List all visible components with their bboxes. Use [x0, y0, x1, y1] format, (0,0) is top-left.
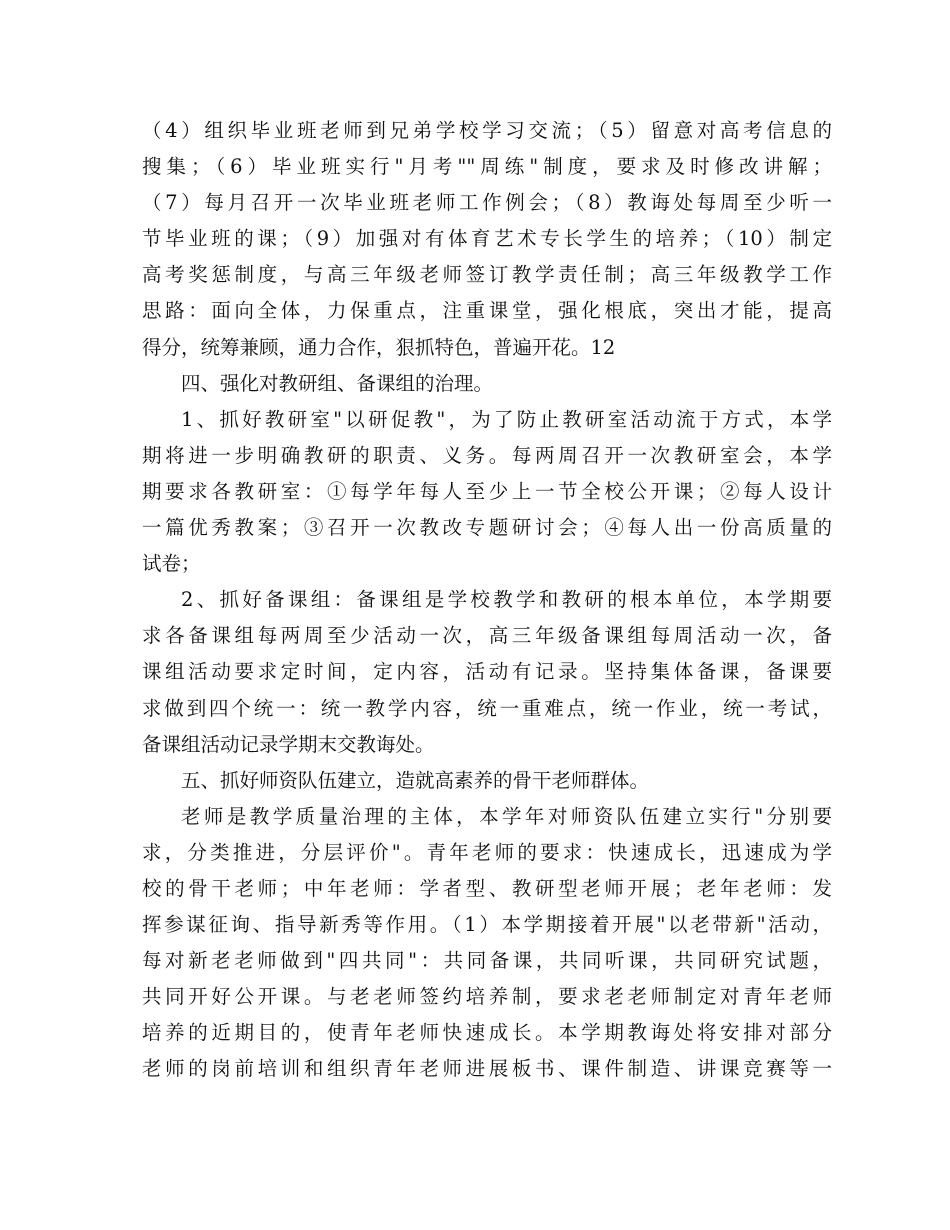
text-line: 培养的近期目的，使青年老师快速成长。本学期教诲处将安排对部分: [142, 1021, 832, 1045]
section-heading: 四、强化对教研组、备课组的治理。: [181, 371, 494, 395]
text-line: 1、抓好教研室"以研促教"，为了防止教研室活动流于方式，本学: [181, 407, 832, 431]
text-line: 期将进一步明确教研的职责、义务。每两周召开一次教研室会，本学: [142, 443, 832, 467]
text-line: 备课组活动记录学期末交教诲处。: [142, 732, 435, 756]
text-line: 校的骨干老师；中年老师：学者型、教研型老师开展；老年老师：发: [142, 876, 832, 900]
text-line: 求各备课组每两周至少活动一次，高三年级备课组每周活动一次，备: [142, 624, 832, 648]
text-line: 共同开好公开课。与老老师签约培养制，要求老老师制定对青年老师: [142, 985, 832, 1009]
text-line: （7）每月召开一次毕业班老师工作例会；（8）教诲处每周至少听一: [142, 191, 832, 215]
section-heading-five: [142, 763, 832, 799]
paragraph-item-2-lesson-groups: [142, 582, 832, 762]
text-line: 课组活动要求定时间，定内容，活动有记录。坚持集体备课，备课要: [142, 660, 832, 684]
text-line: 思路：面向全体，力保重点，注重课堂，强化根底，突出才能，提高: [142, 299, 832, 323]
section-heading: 五、抓好师资队伍建立，造就高素养的骨干老师群体。: [181, 768, 650, 792]
text-line: 求做到四个统一：统一教学内容，统一重难点，统一作业，统一考试，: [142, 696, 832, 720]
text-line: 节毕业班的课；（9）加强对有体育艺术专长学生的培养；（10）制定: [142, 227, 832, 251]
text-line: （4）组织毕业班老师到兄弟学校学习交流；（5）留意对高考信息的: [142, 119, 832, 142]
text-line: 2、抓好备课组：备课组是学校教学和教研的根本单位，本学期要: [181, 588, 832, 612]
text-line: 老师的岗前培训和组织青年老师进展板书、课件制造、讲课竞赛等一: [142, 1057, 832, 1081]
text-line: 搜集；（6）毕业班实行"月考""周练"制度，要求及时修改讲解；: [142, 155, 832, 179]
paragraph-graduating-class-measures: [142, 113, 832, 366]
text-line: 高考奖惩制度，与高三年级老师签订教学责任制；高三年级教学工作: [142, 263, 832, 287]
paragraph-teacher-development: [142, 799, 832, 1088]
text-line: 每对新老老师做到"四共同"：共同备课，共同听课，共同研究试题，: [142, 949, 832, 973]
document-body: [142, 113, 832, 1088]
text-line: 老师是教学质量治理的主体，本学年对师资队伍建立实行"分别要: [181, 804, 832, 828]
text-line: 试卷；: [142, 552, 201, 576]
text-line: 求，分类推进，分层评价"。青年老师的要求：快速成长，迅速成为学: [142, 840, 832, 864]
text-line: 挥参谋征询、指导新秀等作用。（1）本学期接着开展"以老带新"活动，: [142, 913, 832, 937]
section-heading-four: [142, 366, 832, 402]
paragraph-item-1-research-office: [142, 402, 832, 582]
text-line: 得分，统筹兼顾，通力合作，狠抓特色，普遍开花。12: [142, 335, 616, 359]
text-line: 期要求各教研室：①每学年每人至少上一节全校公开课；②每人设计: [142, 479, 832, 503]
text-line: 一篇优秀教案；③召开一次教改专题研讨会；④每人出一份高质量的: [142, 516, 832, 540]
